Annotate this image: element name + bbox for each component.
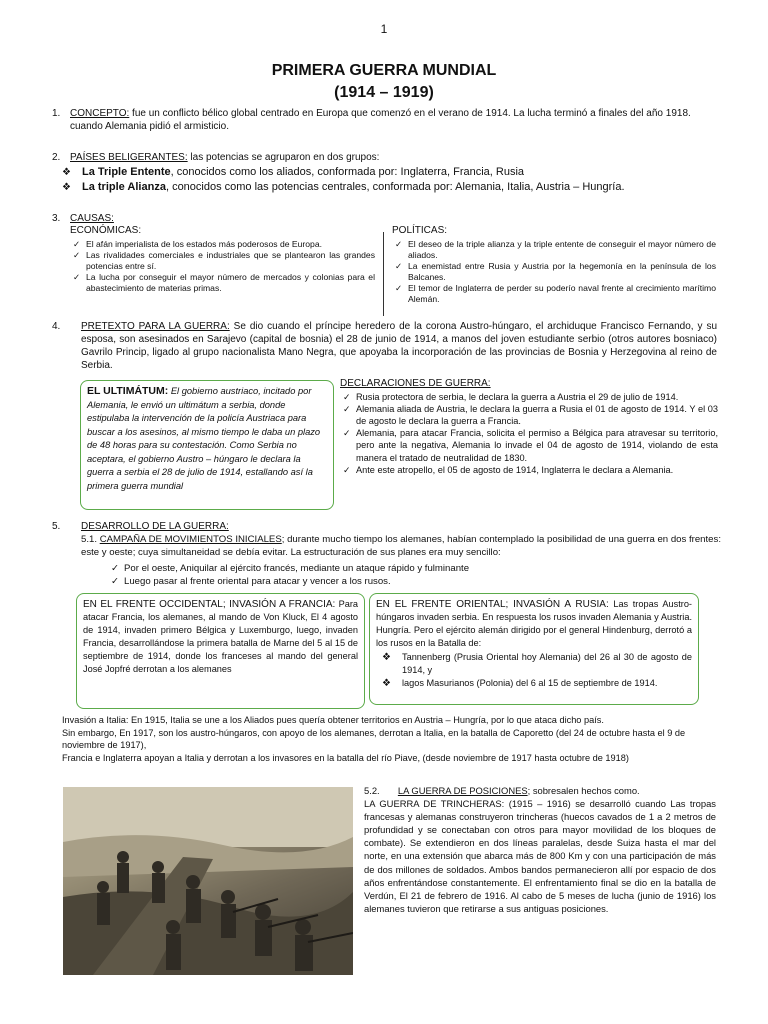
subsection-5-1 bbox=[81, 534, 721, 559]
page-number: 1 bbox=[380, 22, 388, 36]
ultimatum-text: El gobierno austriaco, incitado por Alemania, le envió un ultimátum a serbia, donde estipulaba la intervención de la policía Austriaca para buscar a los asesinos, al mismo tiempo le daba un plazo de 48 horas para su contestación. Como Serbia no aceptara, el gobierno Austro – húngaro le declara la guerra a serbia el 28 de julio de 1914, estallando así la primera guerra mundial bbox=[87, 386, 321, 491]
section-pretexto bbox=[52, 320, 717, 372]
list-item: ✓ El deseo de la triple alianza y la triple entente de conseguir el mayor número de aliados. bbox=[392, 239, 716, 261]
list-item: ✓ El afán imperialista de los estados más poderosos de Europa. bbox=[70, 239, 375, 250]
frente-occidental-box bbox=[76, 593, 365, 709]
subsection-number: 5.2. bbox=[364, 785, 380, 796]
alliance-text: , conocidos como las potencias centrales, conformada por: Alemania, Italia, Austria – Hungría. bbox=[165, 180, 625, 193]
title-line-1: PRIMERA GUERRA MUNDIAL bbox=[271, 62, 497, 79]
list-item: ✓ La lucha por conseguir el mayor número de mercados y colonias para el abastecimiento de materias primas. bbox=[70, 272, 375, 294]
list-item bbox=[56, 165, 724, 180]
occidental-label: EN EL FRENTE OCCIDENTAL; INVASIÓN A FRANCIA: bbox=[83, 599, 336, 610]
list-item: ✓ Ante este atropello, el 05 de agosto de 1914, Inglaterra le declara a Alemania. bbox=[340, 464, 718, 476]
list-item: ❖ lagos Masurianos (Polonia) del 6 al 15 de septiembre de 1914. bbox=[376, 677, 692, 690]
list-item: ✓ Luego pasar al frente oriental para atacar y vencer a los rusos. bbox=[108, 576, 708, 589]
section-causas bbox=[52, 213, 724, 226]
ultimatum-box bbox=[80, 380, 334, 510]
politicas-label: POLÍTICAS: bbox=[392, 225, 448, 236]
list-item: ✓ El temor de Inglaterra de perder su poderío naval frente al crecimiento marítimo Alemán. bbox=[392, 283, 716, 305]
subsection-text: ; durante mucho tiempo los alemanes, habían contemplado la posibilidad de una guerra en dos frentes: este y oeste; cuya simultaneidad se debía evitar. La estructuración de sus planes era muy sencillo: bbox=[81, 534, 721, 558]
italia-text bbox=[62, 714, 722, 764]
trench-photo-illustration bbox=[63, 787, 353, 975]
subsection-5-2 bbox=[364, 784, 716, 915]
section-label: PAÍSES BELIGERANTES: bbox=[70, 152, 188, 163]
list-item: ✓ Por el oeste, Aniquilar al ejército francés, mediante un ataque rápido y fulminante bbox=[108, 563, 708, 576]
alliance-name: La triple Alianza bbox=[82, 180, 166, 193]
alliance-name: La Triple Entente bbox=[82, 165, 171, 178]
oriental-text: Las tropas Austro- húngaros invaden serbia. En respuesta los rusos invaden Alemania y Austria. Hungría. Pero el ejército alemán dirigido por el general Hindenburg, derrotó a los rusos en la Batalla de: bbox=[376, 599, 692, 648]
italia-line: Francia e Inglaterra apoyan a Italia y derrotan a los invasores en la batalla del río Piave, (desde noviembre de 1917 hasta octubre de 1918) bbox=[62, 752, 629, 763]
section-text: Se dio cuando el príncipe heredero de la corona Austro-húngaro, el archiduque Francisco Fernando, y su esposa, son asesinados en Sarajevo (capital de bosnia) el 28 de junio de 1914, a manos del joven estudiante serbio (otros autores bosniaco) Gavrilo Princip, ligado al grupo nacionalista Mano Negra, que apoyaba la incorporación de las provincias de Bosnia y Herzegovina al reino de Serbia. bbox=[81, 321, 718, 371]
trincheras-label: LA GUERRA DE TRINCHERAS: bbox=[364, 798, 505, 810]
ultimatum-label: EL ULTIMÁTUM: bbox=[87, 385, 169, 397]
section-label: PRETEXTO PARA LA GUERRA: bbox=[81, 321, 230, 332]
declaraciones-label: DECLARACIONES DE GUERRA: bbox=[340, 378, 491, 389]
subsection-label: CAMPAÑA DE MOVIMIENTOS INICIALES bbox=[99, 534, 282, 545]
title-line-2: (1914 – 1919) bbox=[334, 84, 434, 101]
subsection-suffix: ; sobresalen hechos como. bbox=[527, 785, 640, 796]
list-item: ❖ Tannenberg (Prusia Oriental hoy Alemania) del 26 al 30 de agosto de 1914, y bbox=[376, 651, 692, 677]
occidental-text: Para atacar Francia, los alemanes, al mando de Von Kluck, El 4 agosto de 1914, invaden primero Bélgica y Luxemburgo, luego, invaden Francia, desarrollándose la primera batalla de Marne del 5 al 15 de septiembre de 1914, donde los franceses al mando del general José Jopfré derrotan a los alemanes bbox=[83, 599, 358, 674]
section-number: 2. bbox=[52, 152, 61, 163]
list-item: ✓ Alemania aliada de Austria, le declara la guerra a Rusia el 01 de agosto de 1914. Y el 03 de agosto le declara la guerra a Francia. bbox=[340, 403, 718, 427]
section-number: 5. bbox=[52, 521, 61, 532]
politicas-list bbox=[392, 239, 716, 305]
subsection-number: 5.1. bbox=[81, 534, 98, 545]
trench-photo bbox=[63, 787, 353, 975]
column-divider bbox=[383, 232, 384, 316]
section-desarrollo bbox=[52, 521, 724, 534]
section-number: 1. bbox=[52, 108, 61, 119]
section-concepto bbox=[52, 108, 724, 133]
list-item: ✓ Alemania, para atacar Francia, solicita el permiso a Bélgica para atravesar su territorio, pero ante la negativa, Alemania lo invade el 04 de agosto de 1914, violando de esta manera el tratado de neutralidad de 1830. bbox=[340, 427, 718, 464]
section-declaraciones bbox=[340, 378, 718, 476]
frente-oriental-box bbox=[369, 593, 699, 705]
trincheras-text: (1915 – 1916) se desarrolló cuando Las tropas francesas y alemanas construyeron trincheras (huecos cavados de 1 a 2 metros de profundidad y se conectaban con otros para mayor movilidad de los bloques de combate). Se extendieron en dos líneas paralelas, desde Suiza hasta el mar del norte, en una extensión que abarca más de 800 Km y con una participación de más de dos millones de soldados. Ambos bandos permanecieron allí por espacio de dos años enfrentándose constantemente. El enfrentamiento final se dio en la batalla de Verdún, El 21 de febrero de 1916. Al cabo de 5 meses de lucha (junio de 1916) los alemanes tuvieron que retirarse a sus antiguas posiciones. bbox=[364, 798, 716, 914]
plan-list bbox=[108, 563, 708, 588]
oriental-label: EN EL FRENTE ORIENTAL; INVASIÓN A RUSIA: bbox=[376, 599, 609, 610]
section-label: CAUSAS: bbox=[70, 213, 114, 224]
list-item: ✓ La enemistad entre Rusia y Austria por la hegemonía en la península de los Balcanes. bbox=[392, 261, 716, 283]
list-item: ✓ Rusia protectora de serbia, le declara la guerra a Austria el 29 de julio de 1914. bbox=[340, 391, 718, 403]
section-text: fue un conflicto bélico global centrado en Europa que comenzó en el verano de 1914. La lucha terminó a finales del año 1918. cuando Alemania pidió el armisticio. bbox=[70, 108, 691, 132]
section-number: 4. bbox=[52, 321, 61, 332]
list-item: ✓ Las rivalidades comerciales e industriales que se plantearon las grandes potencias entre sí. bbox=[70, 250, 375, 272]
section-label: CONCEPTO: bbox=[70, 108, 130, 119]
subsection-label: LA GUERRA DE POSICIONES bbox=[397, 785, 528, 796]
list-item bbox=[56, 180, 724, 195]
economicas-label: ECONÓMICAS: bbox=[70, 225, 142, 236]
italia-line: Sin embargo, En 1917, son los austro-húngaros, con apoyo de los alemanes, derrotan a Italia, en la batalla de Caporetto (del 24 de octubre hasta el 9 de noviembre de 1917), bbox=[62, 727, 686, 751]
alliance-text: , conocidos como los aliados, conformada por: Inglaterra, Francia, Rusia bbox=[170, 165, 525, 178]
section-label: DESARROLLO DE LA GUERRA: bbox=[81, 521, 229, 532]
section-paises bbox=[52, 152, 724, 195]
economicas-list bbox=[70, 239, 375, 294]
section-text: las potencias se agruparon en dos grupos: bbox=[187, 152, 380, 163]
section-number: 3. bbox=[52, 213, 61, 224]
page-title bbox=[0, 60, 768, 104]
italia-line: Invasión a Italia: En 1915, Italia se une a los Aliados pues quería obtener territorios en Austria – Hungría, por lo que ataca dicho país. bbox=[62, 715, 604, 725]
